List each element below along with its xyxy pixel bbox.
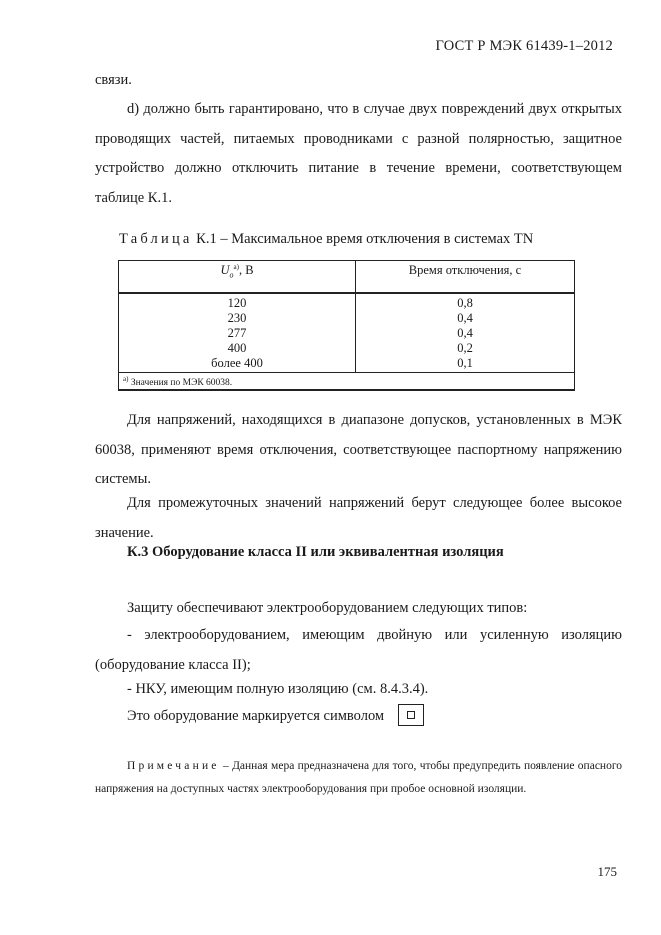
- note-label: Примечание: [127, 760, 220, 772]
- paragraph-tolerance: Для напряжений, находящихся в диапазоне допусков, установленных в МЭК 60038, применяют время отключения, соответствующее паспортному напряжению системы.: [95, 412, 622, 487]
- table-data-row: [119, 293, 575, 373]
- paragraph-item-d: d) должно быть гарантировано, что в случае двух повреждений двух открытых проводящих частей, питаемых проводниками с разной полярностью, защитное устройство должно отключить питание в течение времени, соответствующем таблице К.1.: [95, 101, 622, 206]
- time-value: 0,2: [457, 341, 473, 355]
- paragraph-protection: Защиту обеспечивают электрооборудованием следующих типов:: [127, 600, 528, 616]
- list-item-nku: - НКУ, имеющим полную изоляцию (см. 8.4.3.4).: [127, 681, 429, 697]
- table-caption-text: К.1 – Максимальное время отключения в системах TN: [196, 231, 534, 247]
- table-caption-label: Таблица: [119, 231, 193, 247]
- voltage-footnote-ref: a): [233, 263, 239, 271]
- note-text: – Данная мера предназначена для того, чтобы предупредить появление опасного напряжения на доступных частях электрооборудования при пробое основной изоляции.: [95, 760, 623, 795]
- paragraph-intermediate: Для промежуточных значений напряжений берут следующее более высокое значение.: [95, 495, 622, 541]
- footnote-text: Значения по МЭК 60038.: [130, 378, 233, 389]
- section-heading: К.3 Оборудование класса II или эквивалентная изоляция: [127, 544, 504, 560]
- table-caption: [119, 231, 533, 248]
- voltage-unit: , В: [238, 263, 254, 278]
- voltage-value: 120: [227, 296, 247, 310]
- time-column: [356, 293, 575, 373]
- disconnection-time-table: [118, 260, 575, 391]
- document-header: ГОСТ Р МЭК 61439-1–2012: [435, 38, 613, 54]
- time-value: 0,4: [457, 326, 473, 340]
- class-ii-symbol-icon: [398, 704, 424, 726]
- time-value: 0,1: [457, 356, 473, 370]
- table-header-row: [119, 261, 575, 294]
- voltage-symbol: U: [220, 263, 230, 278]
- marking-text: Это оборудование маркируется символом: [127, 708, 385, 724]
- voltage-value: 400: [227, 341, 247, 355]
- page-number: 175: [597, 864, 617, 879]
- table-footnote-row: [119, 373, 575, 391]
- voltage-subscript: o: [229, 270, 234, 280]
- time-value: 0,8: [457, 296, 473, 310]
- time-value: 0,4: [457, 311, 473, 325]
- voltage-column: [119, 293, 356, 373]
- note-paragraph: [95, 755, 622, 801]
- voltage-value: 277: [227, 326, 247, 340]
- paragraph-marking: [95, 702, 622, 732]
- voltage-value: 230: [227, 311, 247, 325]
- footnote-mark: a): [123, 375, 129, 383]
- header-time: Время отключения, с: [356, 261, 575, 294]
- table-footnote: [119, 373, 575, 391]
- voltage-value: более 400: [211, 356, 263, 370]
- header-voltage: [119, 261, 356, 294]
- paragraph-continuation: связи.: [95, 72, 132, 88]
- list-item-double-insulation: - электрооборудованием, имеющим двойную или усиленную изоляцию (оборудование класса II);: [95, 627, 622, 673]
